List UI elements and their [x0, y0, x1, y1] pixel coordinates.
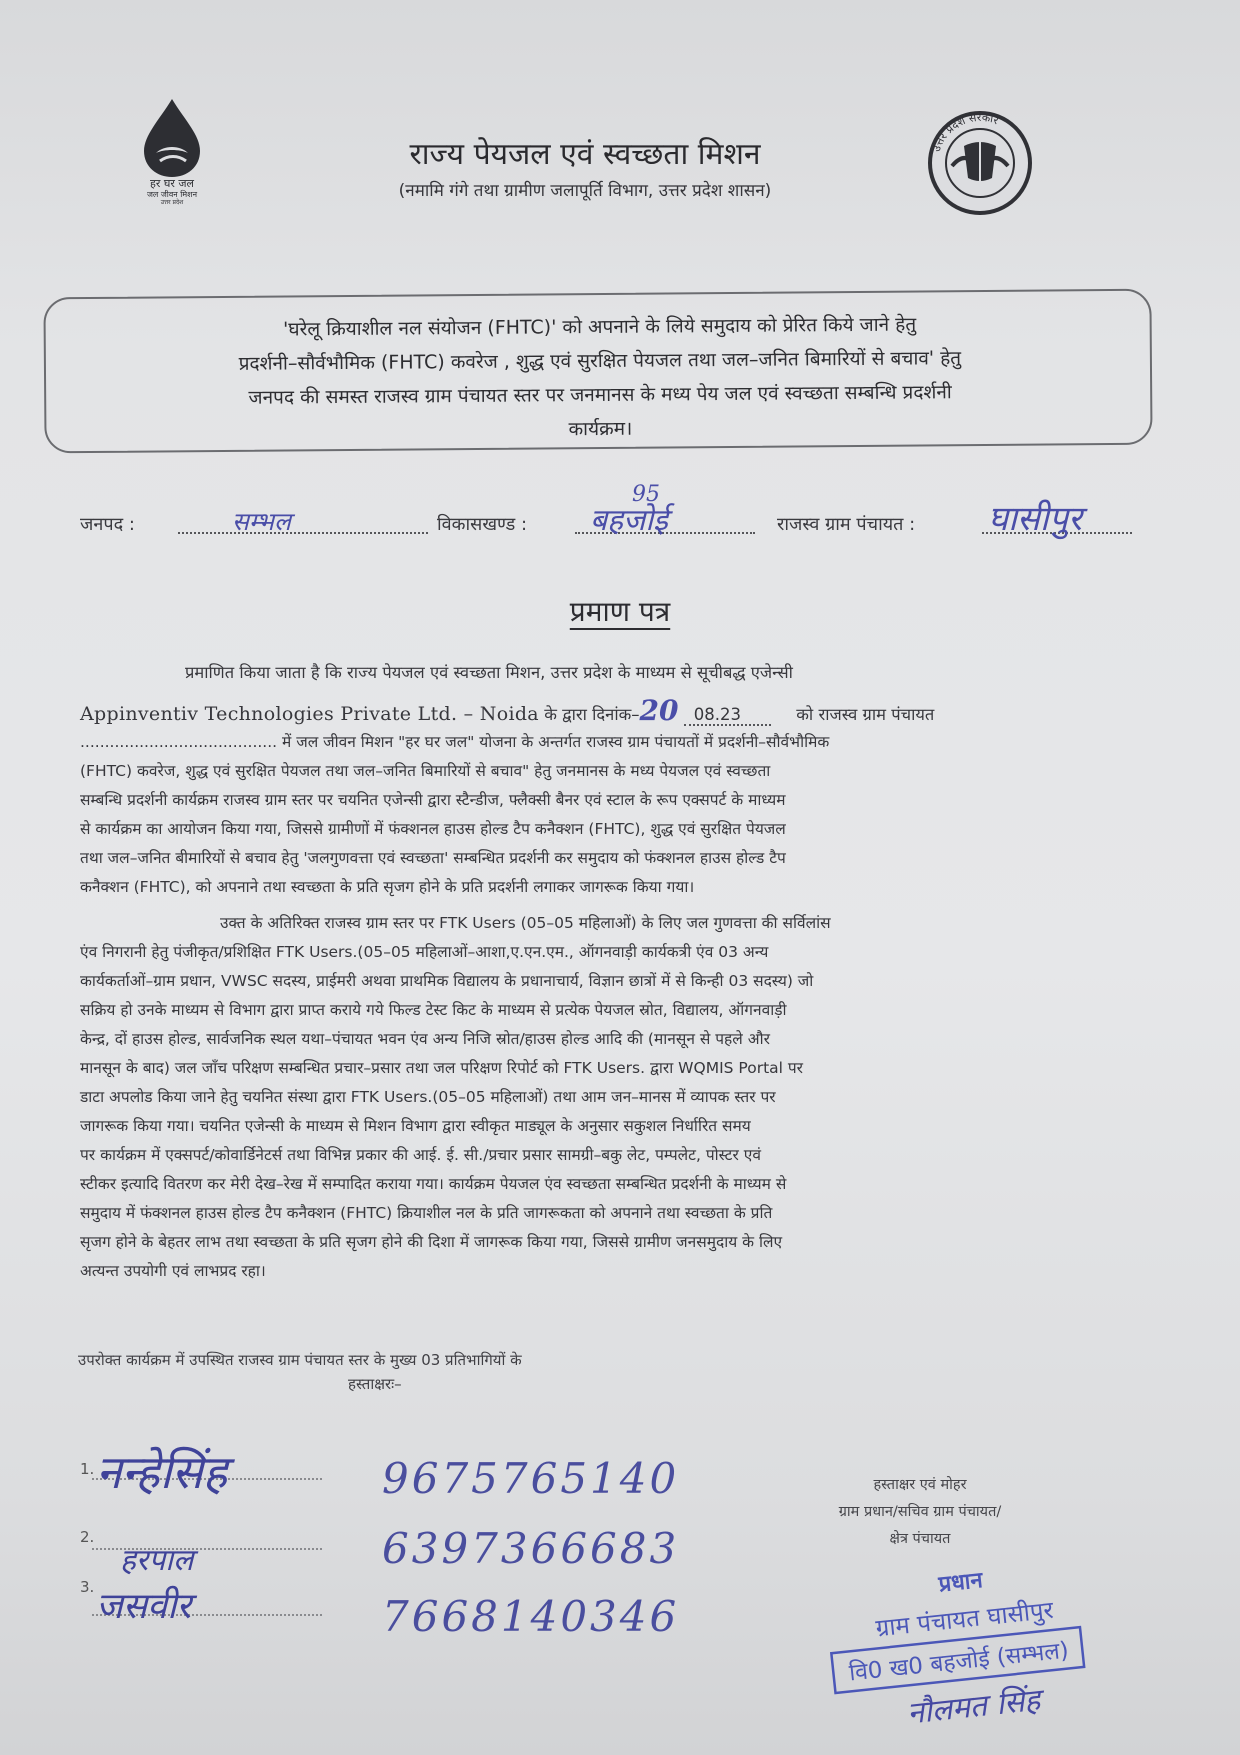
district-label: जनपद :: [80, 514, 135, 535]
svg-text:ग्राम पंचायत घासीपुर: ग्राम पंचायत घासीपुर: [874, 1595, 1055, 1643]
participant-2-num: 2.: [80, 1528, 95, 1546]
participant-3-signature: जसवीर: [96, 1586, 192, 1627]
panchayat-label: राजस्व ग्राम पंचायत :: [777, 514, 916, 535]
svg-text:जल जीवन मिशन: जल जीवन मिशन: [146, 190, 198, 199]
topic-text: 'घरेलू क्रियाशील नल संयोजन (FHTC)' को अपनाने के लिये समुदाय को प्रेरित किये जाने हेतु प्रदर्शनी–सौर्वभौमिक (FHTC) कवरेज , शुद्ध एवं सुरक्षित पेयजल तथा जल–जनित बिमारियों से बचाव' हेतु जनपद की समस्त राजस्व ग्राम पंचायत स्तर पर जनमानस के मध्य पेय जल एवं स्वच्छता सम्बन्धि प्रदर्शनी कार्यक्रम।: [238, 313, 962, 441]
svg-text:उत्तर प्रदेश सरकार: उत्तर प्रदेश सरकार: [929, 110, 1001, 154]
panchayat-value: घासीपुर: [988, 499, 1082, 539]
up-government-seal: [912, 108, 1047, 218]
agency-name: Appinventiv Technologies Private Ltd. – Noida: [80, 703, 539, 725]
svg-text:वि0 ख0 बहजोई (सम्भल): वि0 ख0 बहजोई (सम्भल): [847, 1637, 1070, 1687]
para1-line1: प्रमाणित किया जाता है कि राज्य पेयजल एवं स्वच्छता मिशन, उत्तर प्रदेश के माध्यम से सूचीबद्ध एजेन्सी: [185, 663, 793, 682]
panchayat-stamp: [818, 1568, 1098, 1738]
participant-1-num: 1.: [80, 1460, 95, 1478]
mission-title: राज्य पेयजल एवं स्वच्छता मिशन: [409, 137, 761, 172]
para1-body: ........................................ में जल जीवन मिशन "हर घर जल" योजना के अन्तर्गत राजस्व ग्राम पंचायतों में प्रदर्शनी–सौर्वभौमिक (FHTC) कवरेज, शुद्ध एवं सुरक्षित पेयजल तथा जल–जनित बिमारियों से बचाव" हेतु जनमानस के मध्य पेयजल एवं स्वच्छता सम्बन्धि प्रदर्शनी कार्यक्रम राजस्व ग्राम स्तर पर चयनित एजेन्सी द्वारा स्टैन्डीज, फ्लैक्सी बैनर एवं स्टाल के रूप एक्सपर्ट के माध्यम से कार्यक्रम का आयोजन किया गया, जिससे ग्रामीणों में फंक्शनल हाउस होल्ड टैप कनैक्शन (FHTC), शुद्ध एवं सुरक्षित पेयजल तथा जल–जनित बीमारियों से बचाव हेतु 'जलगुणवत्ता एवं स्वच्छता' सम्बन्धित प्रदर्शनी कर समुदाय को फंक्शनल हाउस होल्ड टैप कनैक्शन (FHTC), को अपनाने तथा स्वच्छता के प्रति सृजग होने के प्रति प्रदर्शनी लगाकर जागरूक किया गया।: [80, 733, 830, 896]
date-suffix: 08.23: [684, 705, 771, 726]
participant-3-phone: 7668140346: [382, 1592, 680, 1641]
para1-line2: Appinventiv Technologies Private Ltd. – Noida के द्वारा दिनांक–20 08.23 को राजस्व ग्राम पंचायत: [80, 694, 935, 727]
participant-2-phone: 6397366683: [382, 1524, 680, 1573]
signatures-intro: उपरोक्त कार्यक्रम में उपस्थित राजस्व ग्राम पंचायत स्तर के मुख्य 03 प्रतिभागियों के हस्ताक्षरः–: [78, 1351, 522, 1393]
svg-text:हर घर जल: हर घर जल: [150, 177, 194, 190]
block-label: विकासखण्ड :: [437, 514, 528, 535]
har-ghar-jal-logo: [120, 95, 225, 205]
block-value: बहजोई: [590, 503, 668, 538]
svg-text:उत्तर प्रदेश: उत्तर प्रदेश: [160, 199, 184, 205]
date-day: 20: [639, 694, 679, 727]
participant-2-signature: हरपाल: [120, 1543, 194, 1578]
svg-text:प्रधान: प्रधान: [937, 1568, 984, 1598]
district-dotline: [178, 532, 428, 534]
block-note: 95: [632, 482, 660, 507]
authority-caption: हस्ताक्षर एवं मोहर ग्राम प्रधान/सचिव ग्राम पंचायत/ क्षेत्र पंचायत: [838, 1477, 1002, 1547]
svg-text:नौलमत सिंह: नौलमत सिंह: [905, 1682, 1042, 1732]
participant-1-signature: नन्हेसिंह: [96, 1445, 228, 1499]
certificate-title: प्रमाण पत्र: [569, 595, 671, 628]
participant-1-phone: 9675765140: [382, 1454, 680, 1503]
para2-body: उक्त के अतिरिक्त राजस्व ग्राम स्तर पर FTK Users (05–05 महिलाओं) के लिए जल गुणवत्ता की सर्विलांस एंव निगरानी हेतु पंजीकृत/प्रशिक्षित FTK Users.(05–05 महिलाओं–आशा,ए.एन.एम., ऑगनवाड़ी कार्यकत्री एंव 03 अन्य कार्यकर्ताओं–ग्राम प्रधान, VWSC सदस्य, प्राईमरी अथवा प्राथमिक विद्यालय के प्रधानाचार्य, विज्ञान छात्रों में से किन्ही 03 सदस्य) जो सक्रिय हो उनके माध्यम से विभाग द्वारा प्राप्त कराये गये फिल्ड टेस्ट किट के माध्यम से प्रत्येक पेयजल स्रोत, विद्यालय, ऑगनवाड़ी केन्द्र, दों हाउस होल्ड, सार्वजनिक स्थल यथा–पंचायत भवन एंव अन्य निजि स्रोत/हाउस होल्ड आदि की (मानसून से पहले और मानसून के बाद) जल जाँच परिक्षण सम्बन्धित प्रचार–प्रसार तथा जल परिक्षण रिपोर्ट को FTK Users. द्वारा WQMIS Portal पर डाटा अपलोड किया जाने हेतु चयनित संस्था द्वारा FTK Users.(05–05 महिलाओं) तथा आम जन–मानस में व्यापक स्तर पर जागरूक किया गया। चयनित एजेन्सी के माध्यम से मिशन विभाग द्वारा स्वीकृत माड्यूल के अनुसार सकुशल निर्धारित समय पर कार्यक्रम में एक्सपर्ट/कोवार्डिनेटर्स तथा विभिन्न प्रकार की आई. ई. सी./प्रचार प्रसार सामग्री–बकु लेट, पम्पलेट, पोस्टर एवं स्टीकर इत्यादि वितरण कर मेरी देख–रेख में सम्पादित कराया गया। कार्यक्रम पेयजल एंव स्वच्छता सम्बन्धित प्रदर्शनी के माध्यम से समुदाय में फंक्शनल हाउस होल्ड टैप कनैक्शन (FHTC) क्रियाशील नल के प्रति जागरूकता को अपनाने तथा स्वच्छता के प्रति सृजग होने के बेहतर लाभ तथा स्वच्छता के प्रति सृजग होने की दिशा में जागरूक किया गया, जिससे ग्रामीण जनसमुदाय के लिए अत्यन्त उपयोगी एवं लाभप्रद रहा।: [80, 914, 831, 1280]
district-value: सम्भल: [232, 507, 291, 536]
participant-3-num: 3.: [80, 1578, 95, 1596]
mission-subtitle: (नमामि गंगे तथा ग्रामीण जलापूर्ति विभाग, उत्तर प्रदेश शासन): [398, 181, 772, 201]
